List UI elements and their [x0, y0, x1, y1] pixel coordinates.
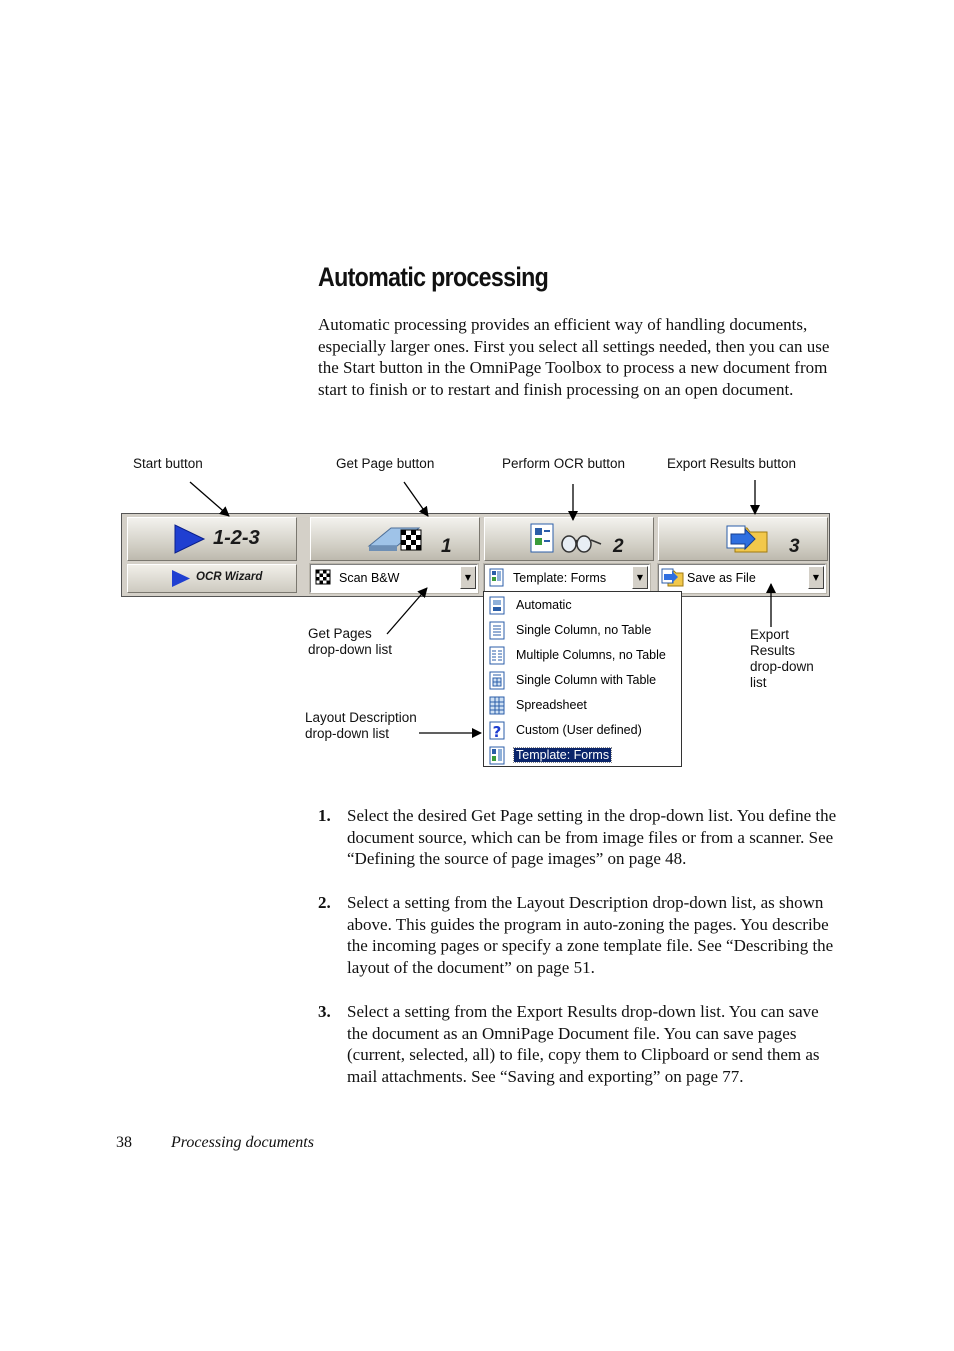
spreadsheet-icon — [489, 696, 507, 716]
callout-line: Results — [750, 643, 796, 658]
layout-description-dropdown[interactable] — [483, 591, 682, 767]
callout-line: Get Pages — [308, 626, 372, 641]
get-page-number: 1 — [441, 536, 452, 557]
callout-export-results-button: Export Results button — [667, 456, 797, 471]
single-column-table-icon — [489, 671, 507, 691]
single-column-icon — [489, 621, 507, 641]
layout-combo-value: Template: Forms — [513, 571, 607, 585]
callout-get-page-button: Get Page button — [336, 456, 435, 471]
callout-perform-ocr-button: Perform OCR button — [502, 456, 626, 471]
callout-start-button: Start button — [133, 456, 203, 471]
get-page-arrow — [404, 482, 428, 516]
option-label: Multiple Columns, no Table — [516, 648, 666, 662]
template-forms-icon — [485, 565, 509, 591]
option-label: Single Column, no Table — [516, 623, 652, 637]
question-mark-icon — [489, 721, 507, 741]
checkerboard-icon — [311, 565, 335, 591]
callout-line: list — [750, 675, 767, 690]
chevron-down-icon[interactable]: ▼ — [808, 566, 824, 589]
callout-line: Export — [750, 627, 790, 642]
export-results-number: 3 — [789, 536, 800, 557]
chevron-down-icon[interactable]: ▼ — [460, 566, 476, 589]
perform-ocr-button[interactable] — [484, 517, 654, 561]
callout-get-pages-list — [308, 626, 392, 658]
scanner-icon — [311, 518, 481, 560]
svg-text:?: ? — [492, 723, 502, 741]
omnipage-toolbox — [121, 513, 830, 597]
option-label: Automatic — [516, 598, 572, 612]
save-as-file-icon — [659, 565, 685, 591]
export-combo-value: Save as File — [687, 571, 756, 585]
export-folder-icon — [659, 518, 829, 560]
template-forms-icon — [489, 746, 507, 766]
footer-section: Processing documents — [171, 1134, 314, 1151]
callout-layout-list — [305, 710, 417, 742]
callout-line: drop-down list — [305, 726, 390, 741]
ocr-wizard-label: OCR Wizard — [196, 571, 263, 583]
layout-description-combo[interactable] — [484, 564, 650, 593]
get-page-button[interactable] — [310, 517, 480, 561]
step-number: 1. — [318, 806, 331, 825]
step-number: 2. — [318, 893, 331, 912]
option-label: Spreadsheet — [516, 698, 587, 712]
automatic-layout-icon — [489, 596, 507, 616]
page-heading: Automatic processing — [318, 262, 549, 292]
callout-line: Layout Description — [305, 710, 417, 725]
option-label: Custom (User defined) — [516, 723, 642, 737]
list-item[interactable] — [486, 594, 679, 618]
start-button[interactable] — [127, 517, 297, 561]
start-arrow — [190, 482, 229, 516]
perform-ocr-number: 2 — [613, 536, 624, 557]
intro-paragraph: Automatic processing provides an efficient way of handling documents, especially larger ones. First you select all settings needed, then you can use the Start button in the OmniPage Toolbox to process a new document from start to finish or to restart and finish processing on an open document. — [318, 315, 830, 399]
step-text: Select a setting from the Layout Description drop-down list, as shown above. This guides the program in auto-zoning the pages. You describe the incoming pages or specify a zone template file. See “Describing the layout of the document” on page 51. — [347, 893, 834, 977]
ocr-glasses-icon — [485, 518, 655, 560]
list-item[interactable] — [486, 694, 679, 718]
list-item[interactable] — [486, 669, 679, 693]
callout-export-list — [750, 627, 814, 691]
list-item[interactable] — [486, 719, 679, 743]
export-results-combo[interactable] — [658, 564, 826, 593]
page-number: 38 — [116, 1134, 132, 1151]
start-label: 1-2-3 — [213, 527, 260, 549]
list-item[interactable] — [486, 619, 679, 643]
ocr-wizard-button[interactable] — [127, 564, 297, 593]
step-number: 3. — [318, 1002, 331, 1021]
chevron-down-icon[interactable]: ▼ — [632, 566, 648, 589]
callout-line: drop-down list — [308, 642, 393, 657]
step-text: Select a setting from the Export Results drop-down list. You can save the document as an OmniPage Document file. You can save pages (current, selected, all) to file, copy them to Clipboard or send them as mail attachments. See “Saving and exporting” on page 77. — [347, 1002, 820, 1086]
get-page-combo-value: Scan B&W — [339, 571, 400, 585]
step-text: Select the desired Get Page setting in the drop-down list. You define the document source, which can be from image files or from a scanner. See “Defining the source of page images” on page 48. — [347, 806, 837, 869]
export-results-button[interactable] — [658, 517, 828, 561]
list-item[interactable] — [486, 644, 679, 668]
option-label: Template: Forms — [516, 748, 610, 762]
list-item-selected[interactable] — [486, 744, 679, 768]
option-label: Single Column with Table — [516, 673, 657, 687]
get-page-combo[interactable] — [310, 564, 478, 593]
callout-line: drop-down — [750, 659, 814, 674]
multiple-columns-icon — [489, 646, 507, 666]
